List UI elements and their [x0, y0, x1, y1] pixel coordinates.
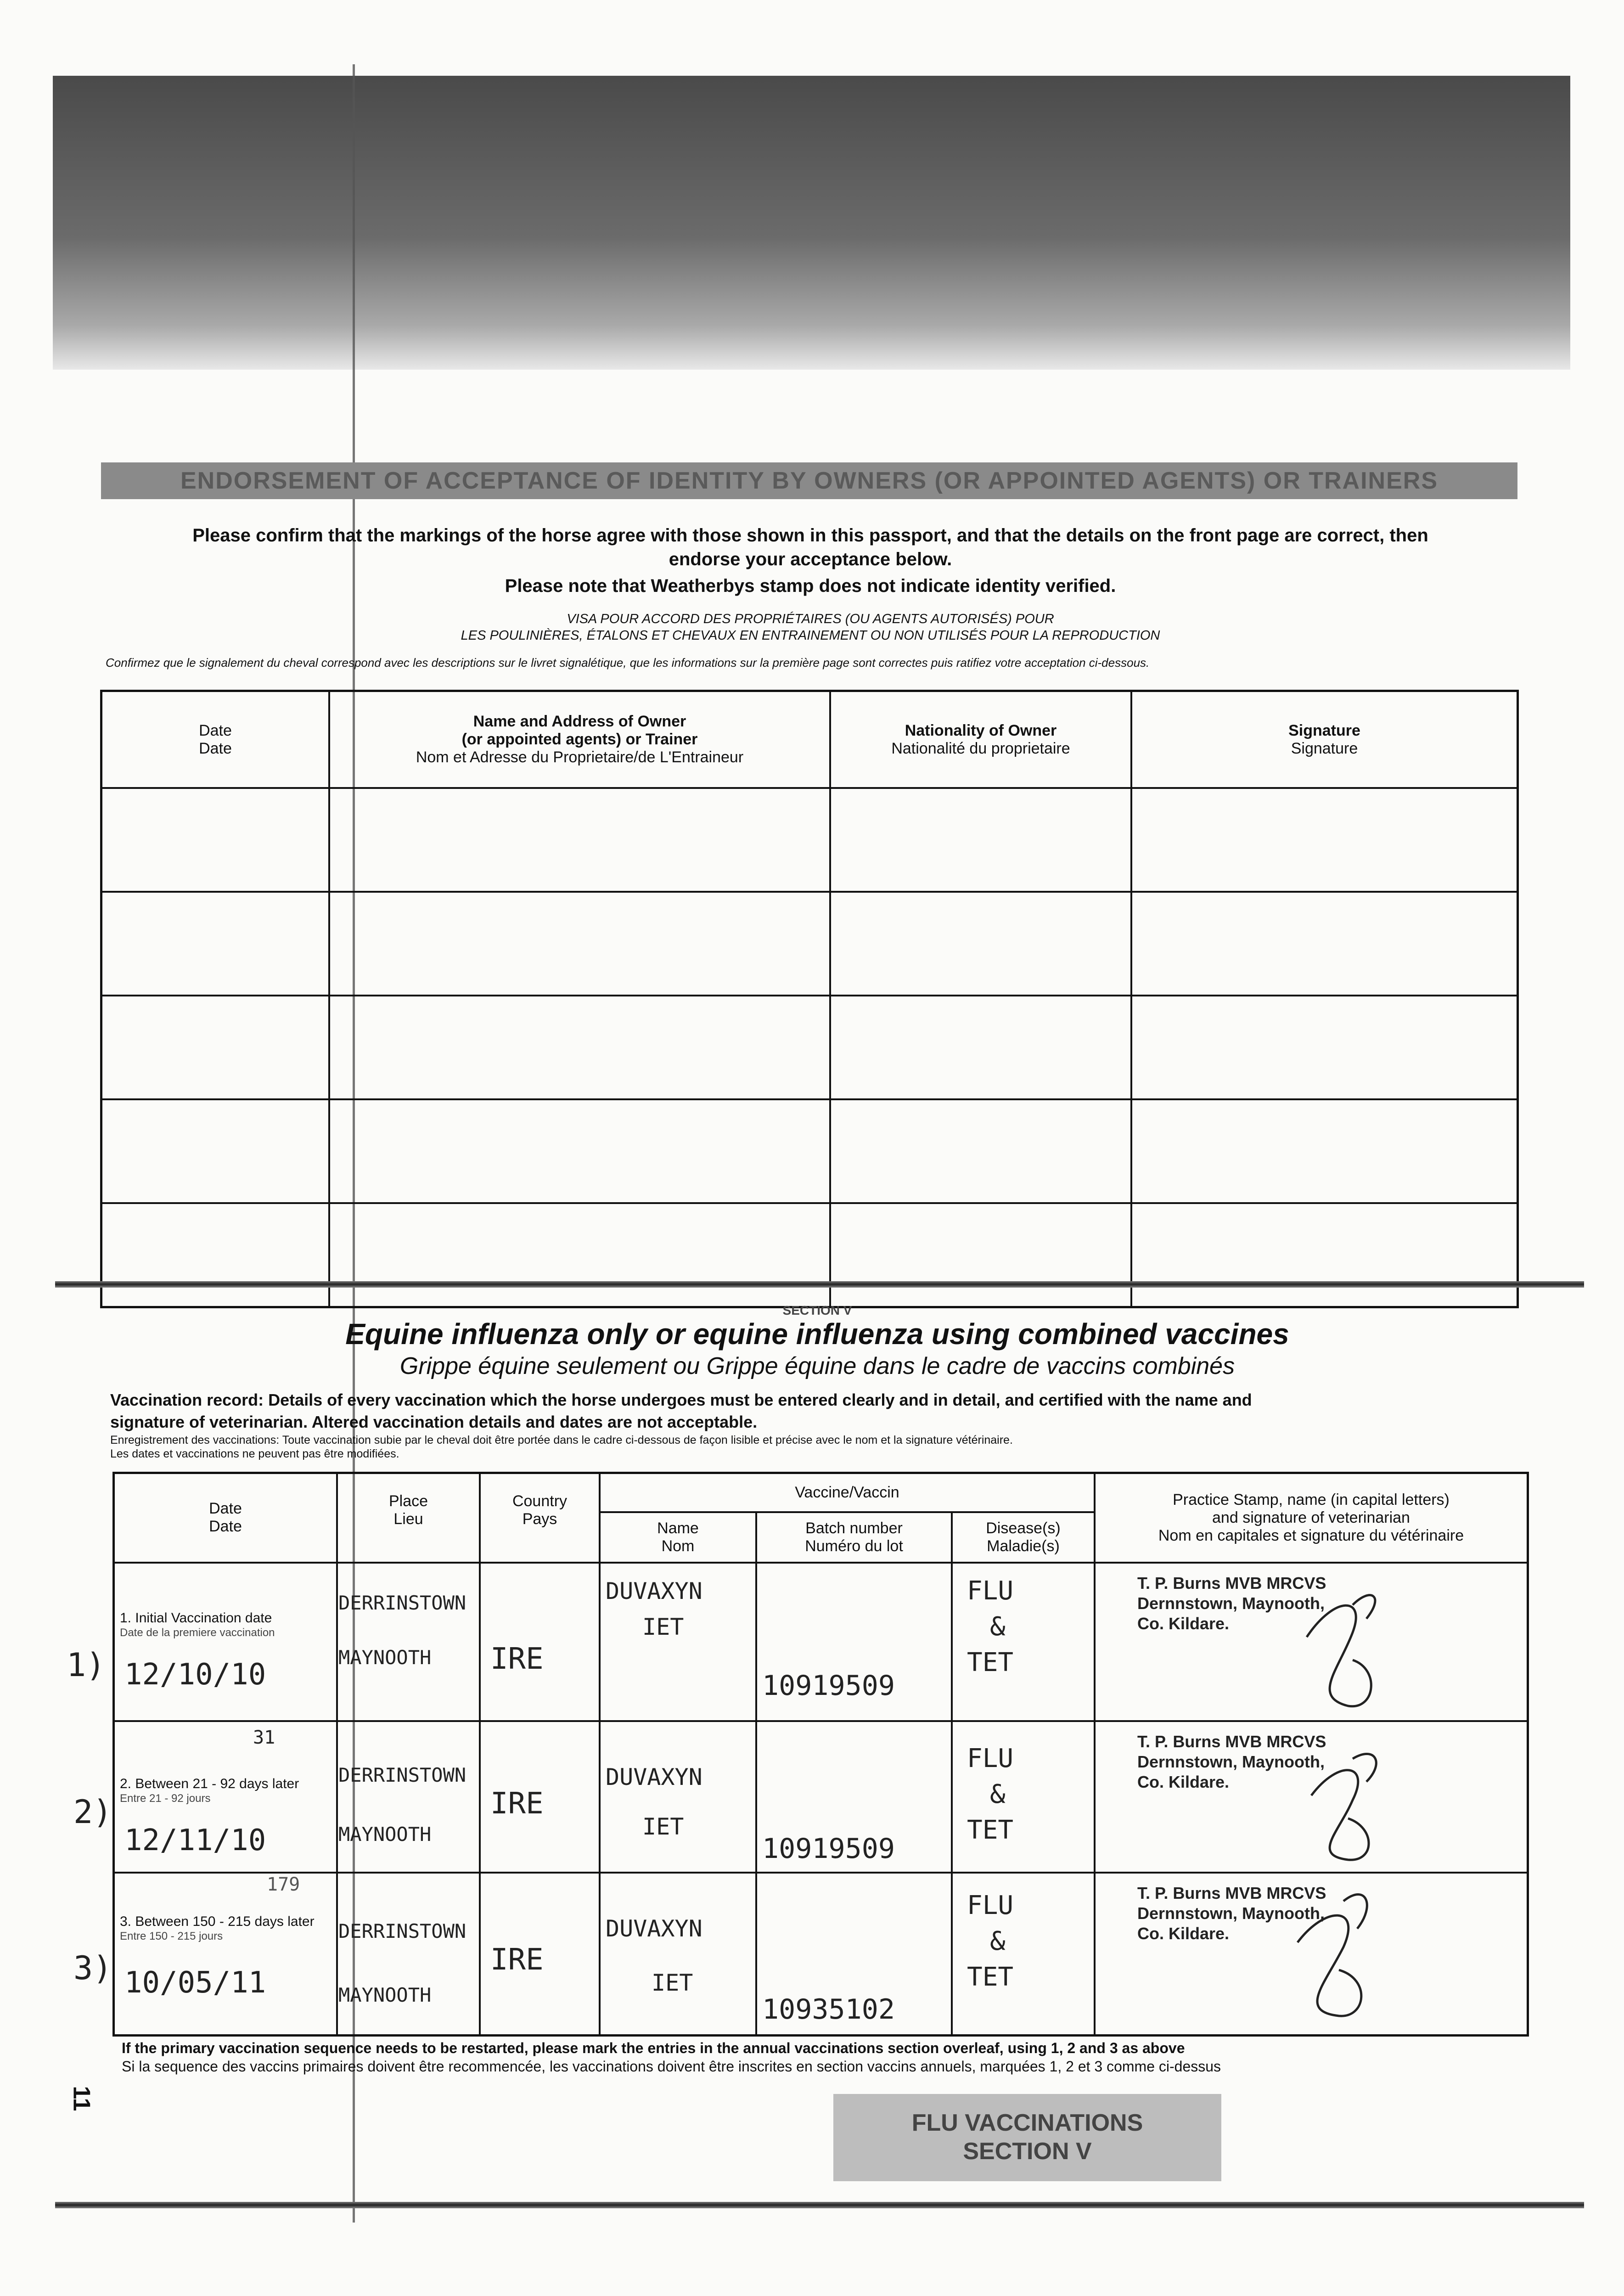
signature-scribble-icon: [1279, 1878, 1380, 2025]
section-title: Equine influenza only or equine influenza using combined vaccines: [345, 1317, 1289, 1351]
owners-table: [100, 690, 1519, 1308]
country-cell[interactable]: IRE: [480, 1563, 600, 1721]
header-place: Place Lieu: [337, 1473, 480, 1563]
owner-cell[interactable]: [329, 1099, 830, 1203]
header-date: Date Date: [114, 1473, 337, 1563]
signature-cell[interactable]: [1131, 1099, 1518, 1203]
signature-cell[interactable]: [1131, 788, 1518, 892]
stamp-cell[interactable]: [1095, 1721, 1528, 1873]
redacted-block: [53, 76, 1570, 370]
vacc-row: [114, 1721, 1528, 1873]
vacc-row: [114, 1563, 1528, 1721]
page-separator: [55, 1281, 1584, 1288]
signature-scribble-icon: [1298, 1740, 1389, 1869]
vaccine-name-cell[interactable]: DUVAXYN IET: [600, 1721, 756, 1873]
batch-cell[interactable]: 10919509: [756, 1563, 952, 1721]
date-cell[interactable]: 31 2. Between 21 - 92 days later Entre 21 - 92 jours 12/11/10: [114, 1721, 337, 1873]
place-cell[interactable]: DERRINSTOWN MAYNOOTH: [337, 1721, 480, 1873]
owners-row: [101, 1099, 1518, 1203]
owner-cell[interactable]: [329, 892, 830, 996]
nationality-cell[interactable]: [830, 892, 1131, 996]
header-batch: Batch number Numéro du lot: [756, 1512, 952, 1563]
header-nationality: Nationality of Owner Nationalité du proprietaire: [830, 691, 1131, 788]
batch-cell[interactable]: 10919509: [756, 1721, 952, 1873]
header-country: Country Pays: [480, 1473, 600, 1563]
flu-vaccinations-box: FLU VACCINATIONS SECTION V: [833, 2094, 1221, 2181]
signature-scribble-icon: [1298, 1577, 1389, 1715]
disease-cell[interactable]: FLU & TET: [952, 1873, 1095, 2036]
nationality-cell[interactable]: [830, 788, 1131, 892]
page-number: 11: [68, 2086, 95, 2111]
header-stamp: Practice Stamp, name (in capital letters) and signature of veterinarian Nom en capitales et signature du vétérinaire: [1095, 1473, 1528, 1563]
restart-note: If the primary vaccination sequence needs to be restarted, please mark the entries in the annual vaccinations section overleaf, using 1, 2 and 3 as above Si la sequence des vaccins primaires doivent être recommencée, les vaccinations doivent être inscrites en section vaccins annuels, marquées 1, 2 et 3 comme ci-dessus: [122, 2040, 1221, 2075]
owners-row: [101, 892, 1518, 996]
date-cell[interactable]: [101, 1203, 330, 1307]
visa-note: VISA POUR ACCORD DES PROPRIÉTAIRES (OU AGENTS AUTORISÉS) POUR LES POULINIÈRES, ÉTALONS ET CHEVAUX EN ENTRAINEMENT OU NON UTILISÉS POUR LA REPRODUCTION: [461, 612, 1160, 643]
practice-stamp: T. P. Burns MVB MRCVS Dernnstown, Maynooth, Co. Kildare.: [1137, 1573, 1326, 1633]
date-cell[interactable]: 179 3. Between 150 - 215 days later Entre 150 - 215 jours 10/05/11: [114, 1873, 337, 2036]
section-label: SECTION V: [782, 1303, 852, 1317]
confirm-instructions: Please confirm that the markings of the horse agree with those shown in this passport, and that the details on the front page are correct, then endorse your acceptance below. Please note that Weatherbys stamp does not indicate identity verified.: [192, 525, 1428, 596]
owners-row: [101, 996, 1518, 1099]
header-date: Date Date: [101, 691, 330, 788]
header-signature: Signature Signature: [1131, 691, 1518, 788]
vaccination-table: [112, 1472, 1529, 2037]
header-vaccine: Vaccine/Vaccin: [600, 1473, 1095, 1512]
disease-cell[interactable]: FLU & TET: [952, 1563, 1095, 1721]
owners-header-row: [101, 691, 1518, 788]
bottom-separator: [55, 2202, 1584, 2208]
endorsement-banner: ENDORSEMENT OF ACCEPTANCE OF IDENTITY BY OWNERS (OR APPOINTED AGENTS) OR TRAINERS: [101, 462, 1517, 499]
date-cell[interactable]: [101, 1099, 330, 1203]
header-owner: Name and Address of Owner (or appointed agents) or Trainer Nom et Adresse du Proprietaire/de L'Entraineur: [329, 691, 830, 788]
section-subtitle: Grippe équine seulement ou Grippe équine dans le cadre de vaccins combinés: [399, 1353, 1235, 1379]
vacc-row: [114, 1873, 1528, 2036]
vaccine-name-cell[interactable]: DUVAXYN IET: [600, 1563, 756, 1721]
stamp-cell[interactable]: [1095, 1873, 1528, 2036]
practice-stamp: T. P. Burns MVB MRCVS Dernnstown, Maynooth, Co. Kildare.: [1137, 1732, 1326, 1791]
margin-number-3: 3): [73, 1949, 112, 1987]
practice-stamp: T. P. Burns MVB MRCVS Dernnstown, Maynooth, Co. Kildare.: [1137, 1883, 1326, 1943]
header-name: Name Nom: [600, 1512, 756, 1563]
owner-cell[interactable]: [329, 788, 830, 892]
margin-number-2: 2): [73, 1793, 112, 1831]
owners-row: [101, 788, 1518, 892]
date-cell[interactable]: [101, 892, 330, 996]
vacc-header-row: [114, 1473, 1528, 1512]
nationality-cell[interactable]: [830, 1203, 1131, 1307]
signature-cell[interactable]: [1131, 1203, 1518, 1307]
place-cell[interactable]: DERRINSTOWN MAYNOOTH: [337, 1563, 480, 1721]
nationality-cell[interactable]: [830, 996, 1131, 1099]
date-cell[interactable]: [101, 788, 330, 892]
owner-cell[interactable]: [329, 1203, 830, 1307]
owners-row: [101, 1203, 1518, 1307]
owner-cell[interactable]: [329, 996, 830, 1099]
stamp-cell[interactable]: [1095, 1563, 1528, 1721]
batch-cell[interactable]: 10935102: [756, 1873, 952, 2036]
signature-cell[interactable]: [1131, 892, 1518, 996]
confirm-french: Confirmez que le signalement du cheval correspond avec les descriptions sur le livret signalétique, que les informations sur la première page sont correctes puis ratifiez votre acceptation ci-dessous.: [106, 656, 1150, 670]
vaccine-name-cell[interactable]: DUVAXYN IET: [600, 1873, 756, 2036]
country-cell[interactable]: IRE: [480, 1721, 600, 1873]
date-cell[interactable]: [101, 996, 330, 1099]
margin-number-1: 1): [67, 1646, 106, 1684]
nationality-cell[interactable]: [830, 1099, 1131, 1203]
vaccination-record-note: Vaccination record: Details of every vaccination which the horse undergoes must be entered clearly and in detail, and certified with the name and signature of veterinarian. Altered vaccination details and dates are not acceptable. Enregistrement des vaccinations: Toute vaccination subie par le cheval doit être portée dans le cadre ci-dessous de façon lisible et précise avec le nom et la signature vétérinaire. Les dates et vaccinations ne peuvent pas être modifiées.: [110, 1390, 1252, 1460]
disease-cell[interactable]: FLU & TET: [952, 1721, 1095, 1873]
date-cell[interactable]: 1. Initial Vaccination date Date de la premiere vaccination 12/10/10: [114, 1563, 337, 1721]
header-disease: Disease(s) Maladie(s): [952, 1512, 1095, 1563]
country-cell[interactable]: IRE: [480, 1873, 600, 2036]
place-cell[interactable]: DERRINSTOWN MAYNOOTH: [337, 1873, 480, 2036]
signature-cell[interactable]: [1131, 996, 1518, 1099]
